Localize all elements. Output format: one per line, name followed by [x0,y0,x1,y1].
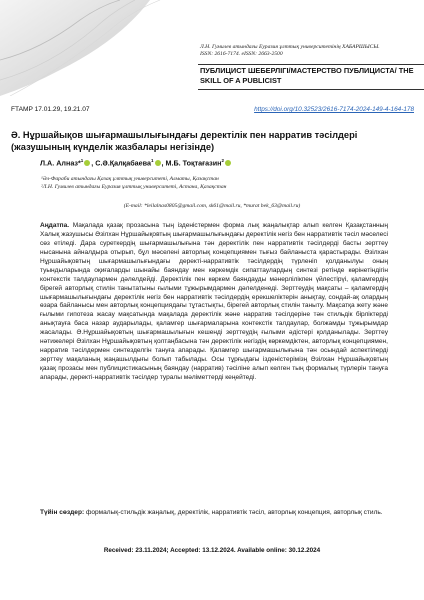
journal-name [200,44,420,58]
orcid-icon[interactable] [155,160,161,166]
author-3-affil: 2 [221,158,225,163]
abstract-label: Аңдатпа. [40,222,70,229]
university-line: Л.Н. Гумилев атындағы Еуразия ұлттық университетінің ХАБАРШЫСЫ. [200,44,380,50]
abstract-text: Мақалада қазақ прозасына тың ізденістермен форма лық жаңалықтар алып келген Қазақстанның Халық жазушысы Әзілхан Нұршайықовтың шығармашылығындағы деректілік негіз бен нарративтік тәсіл мәселесі сөз етіледі. Дара суреткердің шығармашылығына тән деректілік пен нарративтік тәсілдерді басты зерттеу нысанына айналдыра отырып, бұл мәселені авторлық концепциямен тығыз байланыста қарастырады. Әзілхан Нұршайықовтың шығармашылығындағы деректі-нарративтік тәсілдердің түрленіп қолданылуы оның туындыларында оқиғаларды шынайы баяндау мен көркемдік сипаттаулардың синтезі ретінде көрінетіндігін контекстік талдаулармен дәлелдейді. Деректілік пен көркем баяндауды мәнерлілікпен үйлестірүі, қаламгердің бірегей авторлық стилін танытатыны ғылыми тұжырымдармен дәлелденеді. Зерттеудің мақсаты – қаламгердің шығармашылығындағы деректілік негіз бен нарративтік тәсілдердің ерекшеліктерін анықтау, сондай-ақ олардың өзара байланысы мен авторлық концепциядағы тұтастықты, бірегей авторлық стилін таныту. Мақсатқа жету және ғылыми гипотеза жасау мақсатында мақалада деректілік және нарратив тәсілдеріне тән стильдік бірліктерді анықтауға баса назар аударылады, қаламгер шығармаларына контекстік талдаулар, болжамды тұжырымдар жасалады. Ә.Нұршайықовтың шығармашылығын кешенді зерттеудің ғылыми әдістері қолданылады. Зерттеу нәтижелері Әзілхан Нұршайықовтың қолтаңбасына тән деректілік негіздің көркемдіктен, авторлық концепциямен, нарратив тәсілдермен синтезделгін тануға апарады. Қаламгер шығармашылығына тән осындай аспектілерді зерттеу мақаланың жаңашылдығы болып табылады. Осы тұрғыдағы ізденістерімізң Әзілхан Нұршайықовтың қазақ прозасы мен публицистикасының баяндау (нарратив) тәсіліне алып келген тың формалық түрлерін тануға апарады, деректі-нарративтік тәсілдер туралы мәліметтерді кеңейтеді. [40,222,388,381]
meta-row [0,106,424,118]
header-rule-top [198,64,424,65]
keywords [40,509,388,518]
author-3: М.Б. Тоқтағазин [165,158,222,168]
author-2-affil: 1 [151,158,154,163]
publication-dates: Received: 23.11.2024; Accepted: 13.12.2024. Available online: 30.12.2024 [103,547,321,554]
classification-code: FTAMP 17.01.29, 19.21.07 [11,106,90,113]
abstract [40,222,388,383]
author-1-affil: 1 [80,158,84,163]
affiliation-2: ²Л.Н. Гумилев атындағы Еуразия ұлттық университеті, Астана, Қазақстан [41,184,227,190]
author-1: Л.А. Алназ* [40,158,81,168]
author-list: Л.А. Алназ*$^1$ , С.Ә.Қалқабаева$^1$ , М.Б. Тоқтағазин$^2$ [40,158,232,167]
article-title: Ә. Нұршайықов шығармашылығындағы деректілік пен нарратив тәсілдері (жазушының күнделік жазбалары негізінде) [11,130,358,153]
issn-line: ISSN: 2616-7174. eISSN: 2663-2500 [200,51,283,57]
author-2: С.Ә.Қалқабаева [95,158,151,168]
keywords-label: Түйін сөздер: [40,509,85,516]
doi-link[interactable]: https://doi.org/10.32523/2616-7174-2024-149-4-164-178 [254,106,414,113]
author-emails: (E-mail: *leilalnas0805@gmail.com, sk61@mail.ru, *murat bek_63@mail.ru) [123,203,301,209]
orcid-icon[interactable] [225,160,231,166]
affiliation-1: ¹Әл-Фараби атындағы Қазақ ұлттық университеті, Алматы, Қазақстан [41,176,219,182]
orcid-icon[interactable] [84,160,90,166]
journal-emblem-icon [0,0,175,96]
section-title: ПУБЛИЦИСТ ШЕБЕРЛІГІ/МАСТЕРСТВО ПУБЛИЦИСТА/ THE SKILL OF A PUBLICIST [200,66,414,85]
journal-header [0,0,424,96]
keywords-text: формалық-стильдік жаңалық, деректілік, нарративтік тәсіл, авторлық концепция, авторлық стиль. [84,509,383,516]
header-rule-bottom [198,89,424,90]
